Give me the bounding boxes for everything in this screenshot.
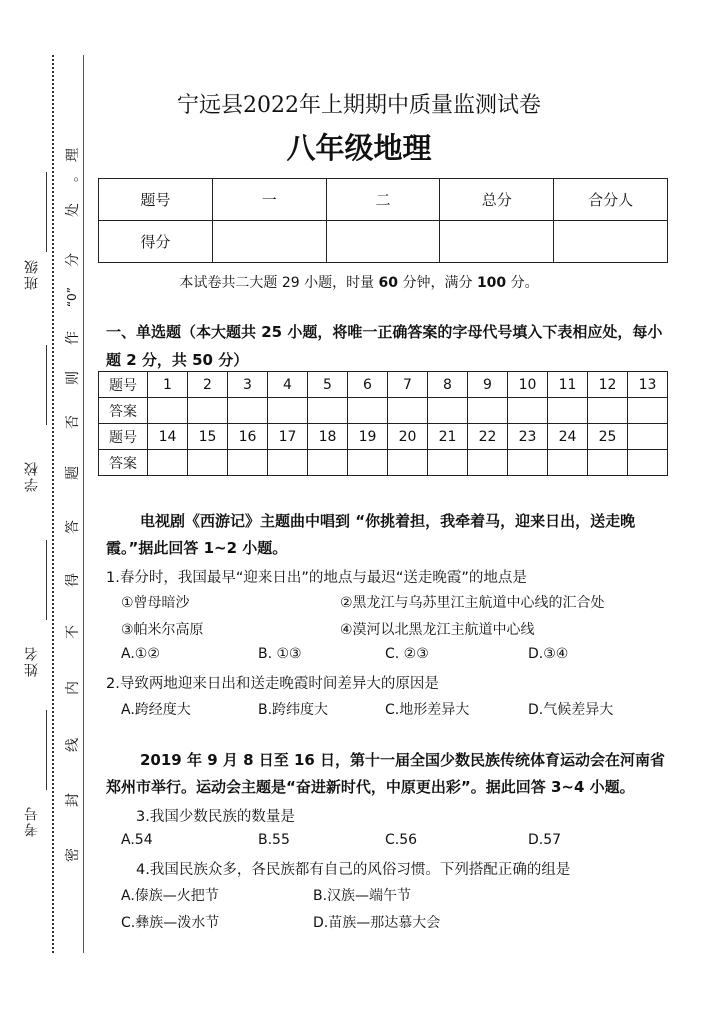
answer-entry-cell[interactable]: [348, 450, 388, 476]
question-number-cell: 2: [188, 372, 228, 398]
question-number-cell: 18: [308, 424, 348, 450]
seal-char: 得: [65, 573, 81, 587]
seal-char: 否: [65, 415, 81, 429]
question-3-stem: 3.我国少数民族的数量是: [136, 809, 295, 825]
question-number-cell: 19: [348, 424, 388, 450]
question-number-cell: 9: [468, 372, 508, 398]
question-2-stem: 2.导致两地迎来日出和送走晚霞时间差异大的原因是: [106, 676, 439, 692]
answer-table-label: 题号: [99, 424, 148, 450]
score-entry-cell[interactable]: [326, 221, 440, 263]
question-number-cell: 4: [268, 372, 308, 398]
seal-char: 答: [65, 520, 81, 534]
question-1-stem: 1.春分时，我国最早“迎来日出”的地点与最迟“送走晚霞”的地点是: [106, 570, 527, 586]
seal-char: 内: [65, 681, 81, 695]
answer-entry-cell[interactable]: [268, 398, 308, 424]
question-number-cell: 25: [588, 424, 628, 450]
q3-option-c: C.56: [385, 832, 418, 848]
seal-char: 封: [65, 793, 81, 807]
answer-entry-cell[interactable]: [388, 450, 428, 476]
q1-option-a: A.①②: [121, 646, 160, 662]
passage-2: 2019 年 9 月 8 日至 16 日，第十一届全国少数民族传统体育运动会在河南省郑州市举行。运动会主题是“奋进新时代，中原更出彩”。据此回答 3~4 小题。: [106, 751, 666, 796]
section1-heading: 一、单选题（本大题共 25 小题，将唯一正确答案的字母代号填入下表相应处，每小题 2 分，共 50 分）: [106, 323, 663, 369]
q1-item: ①曾母暗沙: [121, 595, 190, 611]
id-blank-line: [46, 710, 47, 790]
score-entry-cell[interactable]: [440, 221, 554, 263]
school-blank-line: [46, 345, 47, 425]
question-number-cell: 5: [308, 372, 348, 398]
question-number-cell: 17: [268, 424, 308, 450]
answer-entry-cell[interactable]: [228, 450, 268, 476]
q4-option-d: D.苗族—那达慕大会: [313, 915, 441, 931]
answer-table-label: 答案: [99, 450, 148, 476]
score-header-cell: 题号: [99, 179, 213, 221]
answer-table: [98, 371, 668, 476]
score-label-cell: 得分: [99, 221, 213, 263]
question-number-cell: 6: [348, 372, 388, 398]
answer-entry-cell[interactable]: [348, 398, 388, 424]
seal-char: 分: [65, 253, 81, 267]
q4-option-a: A.傣族—火把节: [121, 888, 219, 904]
q3-option-b: B.55: [258, 832, 290, 848]
q3-option-d: D.57: [528, 832, 562, 848]
score-header-cell: 二: [326, 179, 440, 221]
question-number-cell: 12: [588, 372, 628, 398]
question-number-cell: 15: [188, 424, 228, 450]
q2-option-d: D.气候差异大: [528, 702, 614, 718]
answer-entry-cell[interactable]: [228, 398, 268, 424]
answer-table-ans-row: [99, 398, 668, 424]
seal-char: 不: [65, 625, 81, 639]
seal-char: “0”: [65, 286, 79, 308]
q1-item: ②黑龙江与乌苏里江主航道中心线的汇合处: [340, 595, 605, 611]
exam-subject: 八年级地理: [286, 131, 432, 165]
answer-entry-cell[interactable]: [388, 398, 428, 424]
question-number-cell: 10: [508, 372, 548, 398]
seal-char: 。: [65, 168, 81, 182]
answer-entry-cell[interactable]: [468, 398, 508, 424]
answer-table-ans-row: [99, 450, 668, 476]
question-number-cell: [628, 424, 668, 450]
binding-dotted-line: [52, 55, 54, 953]
name-blank-line: [46, 540, 47, 620]
answer-table-label: 答案: [99, 398, 148, 424]
q2-option-a: A.跨经度大: [121, 702, 191, 718]
class-blank-line: [46, 172, 47, 252]
q1-option-b: B. ①③: [258, 646, 302, 662]
question-number-cell: 8: [428, 372, 468, 398]
passage-1: 电视剧《西游记》主题曲中唱到 “你挑着担，我牵着马，迎来日出，送走晚霞。”据此回答 1~2 小题。: [106, 512, 636, 557]
answer-entry-cell[interactable]: [148, 450, 188, 476]
seal-char: 作: [65, 331, 81, 345]
seal-char: 处: [65, 203, 81, 217]
score-header-cell: 合分人: [554, 179, 668, 221]
answer-entry-cell[interactable]: [428, 398, 468, 424]
answer-entry-cell[interactable]: [308, 398, 348, 424]
exam-minutes: 60: [378, 275, 399, 291]
score-entry-cell[interactable]: [212, 221, 326, 263]
question-number-cell: 3: [228, 372, 268, 398]
q1-option-c: C. ②③: [385, 646, 429, 662]
answer-table-num-row: [99, 372, 668, 398]
question-number-cell: 14: [148, 424, 188, 450]
exam-info: 本试卷共二大题 29 小题，时量 60 分钟，满分 100 分。: [179, 275, 539, 291]
answer-entry-cell[interactable]: [468, 450, 508, 476]
q1-option-d: D.③④: [528, 646, 569, 662]
question-number-cell: 23: [508, 424, 548, 450]
side-label-id: 考号: [24, 805, 40, 837]
question-number-cell: 20: [388, 424, 428, 450]
q2-option-b: B.跨纬度大: [258, 702, 329, 718]
answer-entry-cell[interactable]: [548, 398, 588, 424]
seal-char: 密: [65, 848, 81, 862]
answer-entry-cell[interactable]: [588, 450, 628, 476]
exam-title: 宁远县2022年上期期中质量监测试卷: [177, 93, 541, 118]
answer-entry-cell[interactable]: [508, 450, 548, 476]
q2-option-c: C.地形差异大: [385, 702, 470, 718]
seal-char: 则: [65, 371, 81, 385]
answer-entry-cell[interactable]: [628, 450, 668, 476]
exam-total-score: 100: [476, 275, 507, 291]
binding-solid-line: [83, 55, 84, 953]
answer-entry-cell[interactable]: [508, 398, 548, 424]
q3-option-a: A.54: [121, 832, 153, 848]
q1-item: ④漠河以北黑龙江主航道中心线: [340, 622, 535, 638]
question-number-cell: 22: [468, 424, 508, 450]
score-table: [98, 178, 668, 263]
score-header-cell: 一: [212, 179, 326, 221]
question-number-cell: 13: [628, 372, 668, 398]
question-4-stem: 4.我国民族众多，各民族都有自己的风俗习惯。下列搭配正确的组是: [136, 862, 571, 878]
answer-entry-cell[interactable]: [268, 450, 308, 476]
q4-option-c: C.彝族—泼水节: [121, 915, 220, 931]
question-number-cell: 11: [548, 372, 588, 398]
question-number-cell: 24: [548, 424, 588, 450]
side-label-class: 班级: [24, 258, 40, 290]
seal-char: 题: [65, 466, 81, 480]
score-entry-cell[interactable]: [554, 221, 668, 263]
answer-entry-cell[interactable]: [148, 398, 188, 424]
answer-entry-cell[interactable]: [548, 450, 588, 476]
answer-entry-cell[interactable]: [188, 398, 228, 424]
seal-char: 线: [65, 738, 81, 752]
answer-entry-cell[interactable]: [588, 398, 628, 424]
q1-item: ③帕米尔高原: [121, 622, 204, 638]
side-label-school: 学校: [24, 460, 40, 492]
question-number-cell: 7: [388, 372, 428, 398]
answer-entry-cell[interactable]: [188, 450, 228, 476]
answer-entry-cell[interactable]: [628, 398, 668, 424]
answer-table-num-row: [99, 424, 668, 450]
side-label-name: 姓名: [24, 645, 40, 677]
seal-char: 理: [65, 148, 81, 162]
question-number-cell: 1: [148, 372, 188, 398]
question-number-cell: 16: [228, 424, 268, 450]
answer-entry-cell[interactable]: [428, 450, 468, 476]
q4-option-b: B.汉族—端午节: [313, 888, 412, 904]
question-number-cell: 21: [428, 424, 468, 450]
answer-table-label: 题号: [99, 372, 148, 398]
score-header-cell: 总分: [440, 179, 554, 221]
answer-entry-cell[interactable]: [308, 450, 348, 476]
